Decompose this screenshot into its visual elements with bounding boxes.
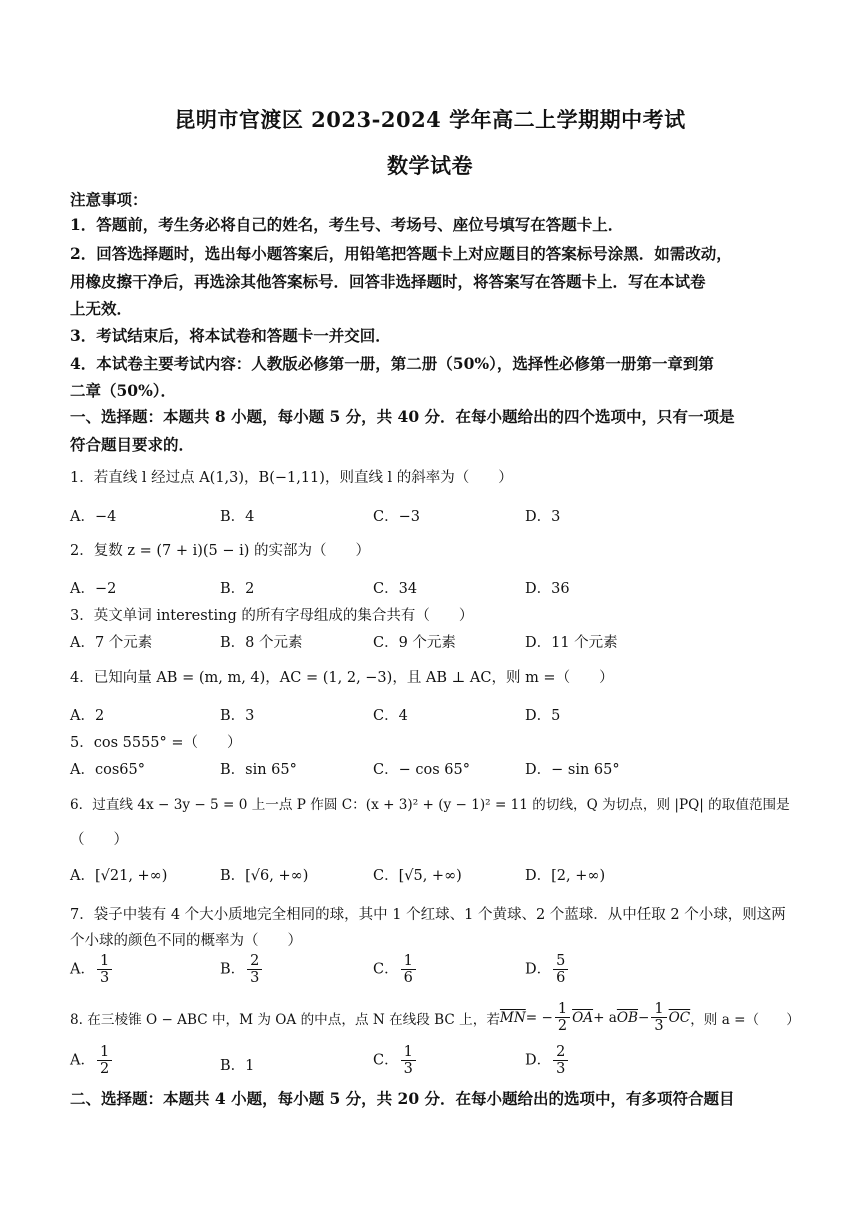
q8-f1-numerator: 1 [555,1001,570,1018]
question-5-options [70,758,792,798]
q2-option-c: C．34 [373,581,418,597]
q7-option-a-fraction [97,953,112,986]
q8-fraction-1 [555,1001,570,1034]
q7-c-numerator: 1 [401,953,416,970]
q8-option-a-fraction [97,1044,112,1077]
question-6-stem-b: （ ） [70,832,128,848]
q8-minus: − [638,1009,650,1026]
q8-plus-a: + a [593,1009,617,1026]
q7-b-denominator: 3 [250,970,260,986]
q5-option-c: C．− cos 65° [373,762,470,778]
q8-option-d-label: D． [525,1052,552,1069]
q7-d-denominator: 6 [556,970,566,986]
q7-option-c [373,953,418,986]
q7-option-a [70,953,114,986]
q3-option-d: D．11 个元素 [525,635,618,651]
notice-heading: 注意事项： [70,190,148,209]
notice-item-3: 3．考试结束后，将本试卷和答题卡一并交回． [70,326,391,345]
question-2-stem: 2．复数 z = (7 + i)(5 − i) 的实部为（ ） [70,543,371,559]
q7-b-numerator: 2 [247,953,262,970]
question-1-stem: 1．若直线 l 经过点 A(1,3)，B(−1,11)，则直线 l 的斜率为（ ） [70,470,513,486]
q8-vector-mn: $\overline{MN}$ [499,1009,526,1026]
q8-equals: = − [525,1009,553,1026]
q8-c-denominator: 3 [403,1061,413,1077]
q8-vector-oc: $\overline{OC}$ [668,1009,691,1026]
q2-option-d: D．36 [525,581,570,597]
q8-d-numerator: 2 [553,1044,568,1061]
q1-option-c: C．−3 [373,509,420,525]
q1-option-b: B．4 [220,509,255,525]
question-7-options [70,953,792,993]
q7-d-numerator: 5 [553,953,568,970]
q7-a-numerator: 1 [97,953,112,970]
q4-option-d: D．5 [525,708,561,724]
q2-option-a: A．−2 [70,581,117,597]
q5-option-d: D．− sin 65° [525,762,620,778]
q7-option-d-label: D． [525,961,552,978]
question-7-stem-b: 个小球的颜色不同的概率为（ ） [70,933,302,949]
notice-item-1: 1．答题前，考生务必将自己的姓名，考生号、考场号、座位号填写在答题卡上． [70,215,624,234]
q4-option-a: A．2 [70,708,105,724]
q6-option-d: D．[2, +∞) [525,868,606,884]
q3-option-b: B．8 个元素 [220,635,303,651]
question-6-options [70,864,792,904]
section1-heading-a: 一、选择题：本题共 8 小题，每小题 5 分，共 40 分．在每小题给出的四个选项中，只有一项是 [70,407,735,426]
q3-option-a: A．7 个元素 [70,635,153,651]
q7-c-denominator: 6 [403,970,413,986]
section1-heading-b: 符合题目要求的． [70,435,195,454]
q8-option-a-label: A． [70,1052,95,1069]
q7-option-b [220,953,264,986]
exam-subtitle: 数学试卷 [387,153,473,178]
q8-fraction-2 [651,1001,666,1034]
q8-option-a [70,1044,114,1077]
notice-item-2a: 2．回答选择题时，选出每小题答案后，用铅笔把答题卡上对应题目的答案标号涂黑．如需改动， [70,244,732,263]
q7-option-b-fraction [247,953,262,986]
question-7-stem-a: 7．袋子中装有 4 个大小质地完全相同的球，其中 1 个红球、1 个黄球、2 个蓝球．从中任取 2 个小球，则这两 [70,907,786,923]
q8-option-c-label: C． [373,1052,399,1069]
question-8-stem [70,1001,800,1034]
question-6-stem-a: 6．过直线 4x − 3y − 5 = 0 上一点 P 作圆 C：(x + 3)² + (y − 1)² = 11 的切线，Q 为切点，则 |PQ| 的取值范围是 [70,797,790,813]
q7-option-c-fraction [401,953,416,986]
q8-option-b: B．1 [220,1058,255,1074]
q8-option-d-fraction [553,1044,568,1077]
notice-item-2c: 上无效． [70,299,133,318]
q8-c-numerator: 1 [401,1044,416,1061]
q8-option-c-fraction [401,1044,416,1077]
question-8-options [70,1044,792,1084]
q8-f1-denominator: 2 [557,1018,568,1034]
q6-option-c: C．[√5, +∞) [373,868,462,884]
q8-stem-prefix: 8. 在三棱锥 O − ABC 中，M 为 OA 的中点，点 N 在线段 BC 上，若 [70,1011,500,1028]
q7-option-d [525,953,570,986]
question-3-stem: 3．英文单词 interesting 的所有字母组成的集合共有（ ） [70,608,474,624]
q5-option-a: A．cos65° [70,762,145,778]
exam-title: 昆明市官渡区 2023-2024 学年高二上学期期中考试 [174,107,686,132]
q4-option-b: B．3 [220,708,255,724]
q7-option-a-label: A． [70,961,95,978]
q3-option-c: C．9 个元素 [373,635,456,651]
q8-a-numerator: 1 [97,1044,112,1061]
notice-item-4a: 4．本试卷主要考试内容：人教版必修第一册，第二册（50%），选择性必修第一册第一章到第 [70,354,714,373]
notice-item-4b: 二章（50%）． [70,381,177,400]
q8-f2-numerator: 1 [651,1001,666,1018]
q1-option-d: D．3 [525,509,561,525]
section2-heading: 二、选择题：本题共 4 小题，每小题 5 分，共 20 分．在每小题给出的选项中，有多项符合题目 [70,1089,735,1108]
q8-f2-denominator: 3 [654,1018,664,1034]
q7-option-b-label: B． [220,961,246,978]
q8-vector-ob: $\overline{OB}$ [616,1009,639,1026]
q8-stem-tail: ，则 a =（ ） [690,1011,800,1028]
q8-option-d [525,1044,570,1077]
q6-option-b: B．[√6, +∞) [220,868,309,884]
q8-d-denominator: 3 [556,1061,566,1077]
notice-item-2b: 用橡皮擦干净后，再选涂其他答案标号．回答非选择题时，将答案写在答题卡上．写在本试卷 [70,272,706,291]
q7-a-denominator: 3 [99,970,110,986]
q8-vector-oa: $\overline{OA}$ [572,1009,594,1026]
question-3-options [70,631,792,671]
q8-option-c [373,1044,418,1077]
q8-a-denominator: 2 [99,1061,110,1077]
question-4-stem: 4．已知向量 AB = (m, m, 4)，AC = (1, 2, −3)，且 AB ⊥ AC，则 m =（ ） [70,670,614,686]
q7-option-c-label: C． [373,961,399,978]
question-5-stem: 5．cos 5555° =（ ） [70,735,242,751]
q1-option-a: A．−4 [70,509,117,525]
q6-option-a: A．[√21, +∞) [70,868,168,884]
q7-option-d-fraction [553,953,568,986]
q5-option-b: B．sin 65° [220,762,297,778]
q2-option-b: B．2 [220,581,255,597]
q4-option-c: C．4 [373,708,408,724]
